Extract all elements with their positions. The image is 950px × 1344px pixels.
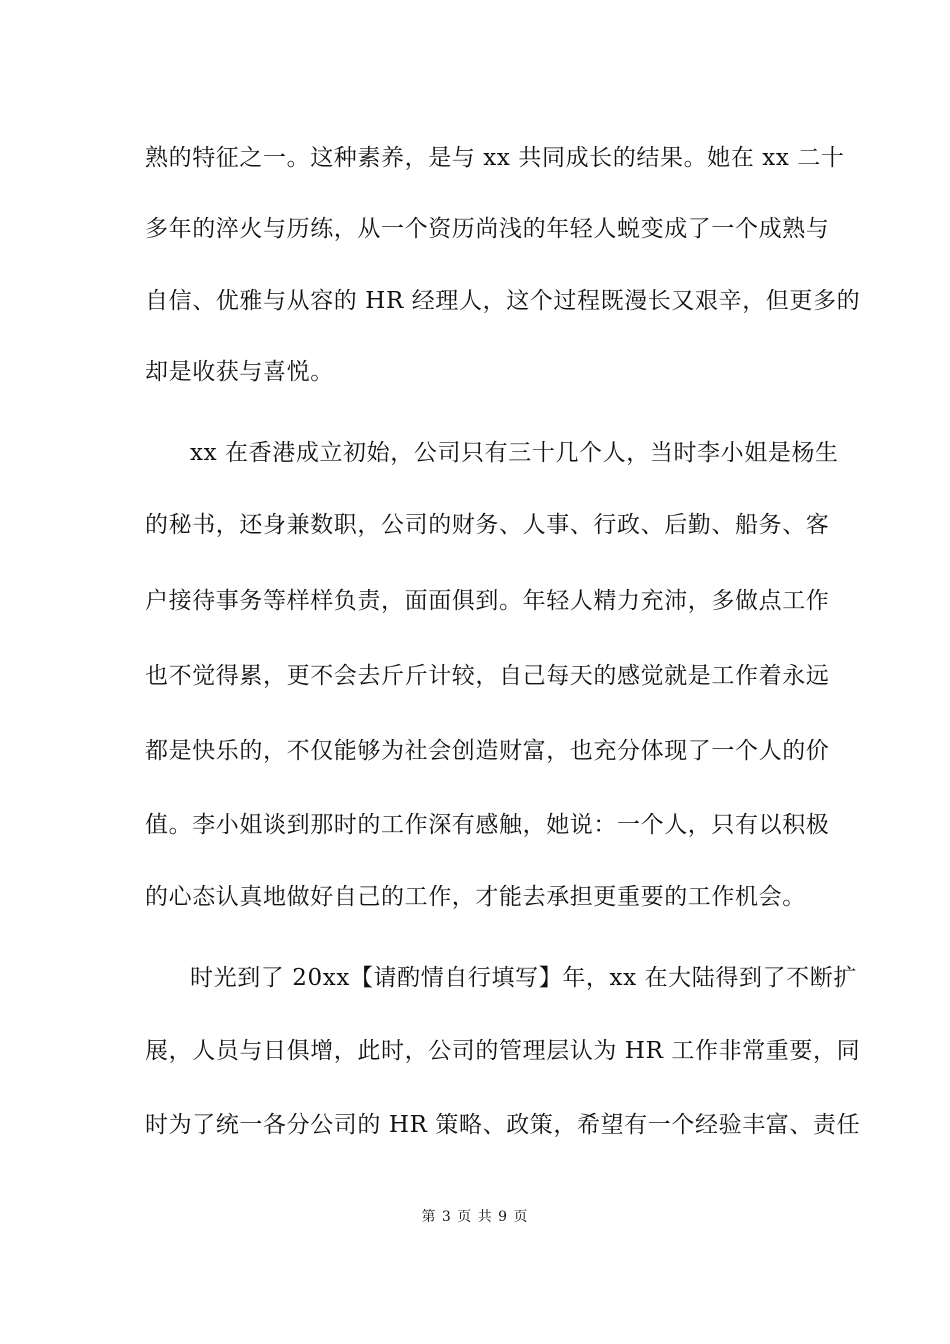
body-line-5: xx 在香港成立初始，公司只有三十几个人，当时李小姐是杨生 xyxy=(190,440,839,466)
body-line-8: 也不觉得累，更不会去斤斤计较，自己每天的感觉就是工作着永远 xyxy=(145,663,830,689)
body-line-1: 熟的特征之一。这种素养，是与 xx 共同成长的结果。她在 xx 二十 xyxy=(145,145,845,171)
body-line-10: 值。李小姐谈到那时的工作深有感触，她说：一个人，只有以积极 xyxy=(145,812,830,838)
body-line-6: 的秘书，还身兼数职，公司的财务、人事、行政、后勤、船务、客 xyxy=(145,512,830,538)
body-line-2: 多年的淬火与历练，从一个资历尚浅的年轻人蜕变成了一个成熟与 xyxy=(145,216,830,242)
body-line-13: 展，人员与日俱增，此时，公司的管理层认为 HR 工作非常重要，同 xyxy=(145,1038,861,1064)
body-line-11: 的心态认真地做好自己的工作，才能去承担更重要的工作机会。 xyxy=(145,884,806,910)
body-line-12: 时光到了 20xx【请酌情自行填写】年，xx 在大陆得到了不断扩 xyxy=(190,965,857,991)
body-line-3: 自信、优雅与从容的 HR 经理人，这个过程既漫长又艰辛，但更多的 xyxy=(145,288,861,314)
body-line-7: 户接待事务等样样负责，面面俱到。年轻人精力充沛，多做点工作 xyxy=(145,588,830,614)
body-line-14: 时为了统一各分公司的 HR 策略、政策，希望有一个经验丰富、责任 xyxy=(145,1112,861,1138)
body-line-4: 却是收获与喜悦。 xyxy=(145,359,334,385)
body-line-9: 都是快乐的，不仅能够为社会创造财富，也充分体现了一个人的价 xyxy=(145,738,830,764)
page-number-footer: 第 3 页 共 9 页 xyxy=(421,1209,529,1225)
